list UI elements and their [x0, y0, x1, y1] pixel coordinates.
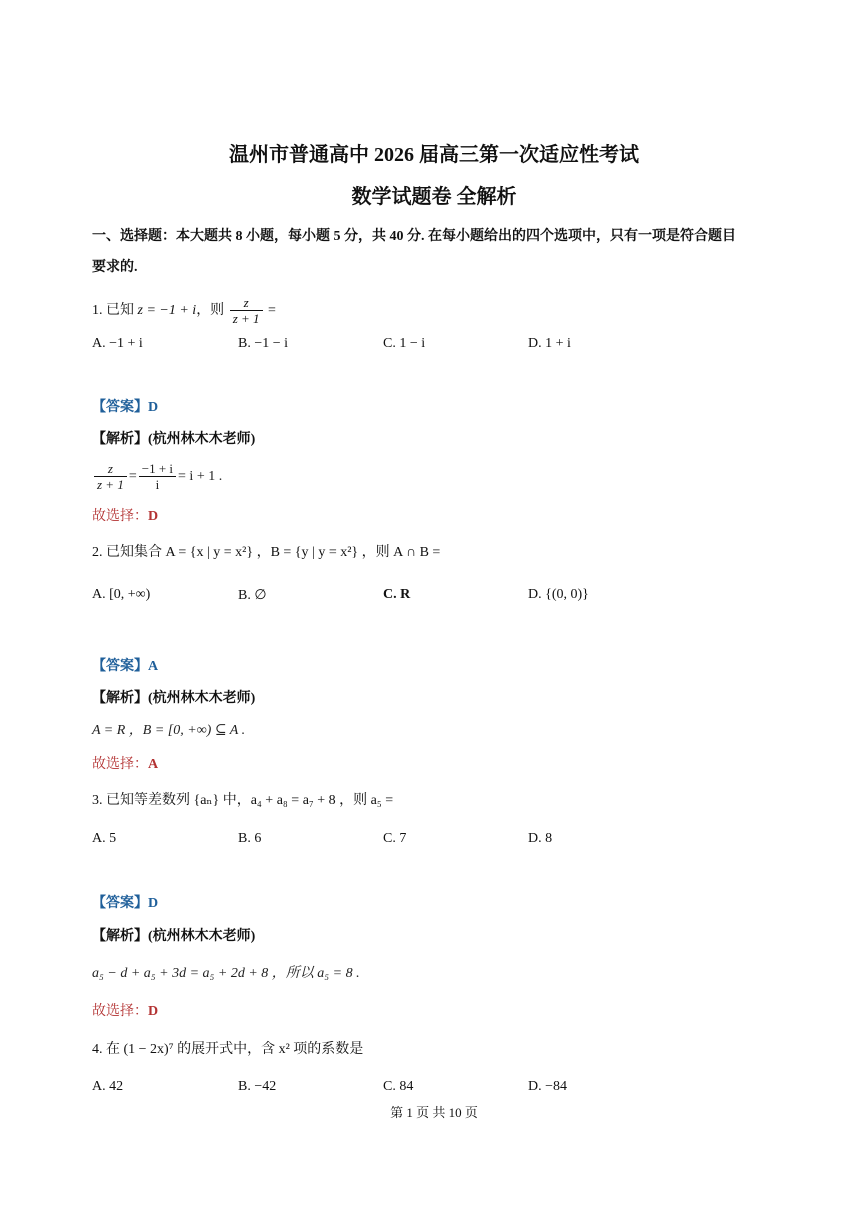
question-4-option-c: C. 84 — [383, 1079, 414, 1094]
question-3-analysis-heading — [92, 928, 255, 946]
fraction — [230, 295, 263, 326]
page-footer: 第 1 页 共 10 页 — [390, 1105, 478, 1120]
question-text: 已知集合 A = {x | y = x²} ，B = {y | y = x²} ，则 A ∩ B = — [106, 545, 441, 560]
solution-text: a₅ − d + a₅ + 3d = a₅ + 2d + 8 ，所以 a₅ = 8 . — [92, 966, 360, 981]
equals-sign: = — [268, 303, 276, 318]
fraction-denominator: z + 1 — [97, 477, 124, 493]
answer-label: 【答案】 — [92, 400, 148, 415]
question-3-stem — [92, 792, 393, 810]
question-1-option-a: A. −1 + i — [92, 336, 143, 351]
analysis-label: 【解析】 — [92, 432, 148, 447]
fraction-denominator: i — [155, 477, 160, 493]
fraction-numerator: z — [243, 295, 249, 311]
question-text: ，则 — [196, 303, 225, 318]
question-text: 在 (1 − 2x)⁷ 的展开式中，含 x² 项的系数是 — [106, 1042, 364, 1057]
question-number: 2. — [92, 545, 103, 560]
question-1-final-choice — [92, 508, 158, 526]
answer-value: A — [148, 659, 159, 674]
question-1-option-d: D. 1 + i — [528, 336, 571, 351]
choose-label: 故选择： — [92, 1004, 148, 1019]
question-3-option-d: D. 8 — [528, 831, 553, 846]
question-2-option-d: D. {(0, 0)} — [528, 587, 589, 602]
question-2-answer — [92, 658, 158, 676]
teacher-name: (杭州林木木老师) — [148, 929, 256, 944]
question-2-option-b: B. ∅ — [238, 588, 267, 603]
section-intro-line-2: 要求的. — [92, 260, 138, 275]
question-number: 4. — [92, 1042, 103, 1057]
question-2-analysis-heading — [92, 690, 255, 708]
choose-value: D — [148, 509, 159, 524]
choose-label: 故选择： — [92, 757, 148, 772]
choose-value: D — [148, 1004, 159, 1019]
question-2-option-a: A. [0, +∞) — [92, 587, 151, 602]
section-intro-line-1: 一、选择题：本大题共 8 小题，每小题 5 分，共 40 分. 在每小题给出的四个选项中，只有一项是符合题目 — [92, 229, 736, 244]
fraction — [139, 461, 176, 492]
question-2-final-choice — [92, 756, 158, 774]
question-text: 已知等差数列 {aₙ} 中，a₄ + a₈ = a₇ + 8 ，则 a₅ = — [106, 793, 394, 808]
page-subtitle: 数学试题卷 全解析 — [351, 186, 517, 208]
equals-sign: = — [128, 469, 137, 484]
fraction — [94, 461, 127, 492]
question-1-analysis-heading — [92, 431, 255, 449]
question-number: 1. — [92, 303, 103, 318]
solution-text: A = R ，B = [0, +∞) ⊆ A . — [92, 723, 246, 738]
question-2-option-c: C. R — [383, 587, 411, 602]
question-1-stem — [92, 294, 276, 328]
answer-label: 【答案】 — [92, 896, 148, 911]
question-1-answer — [92, 399, 158, 417]
question-4-stem — [92, 1041, 363, 1059]
answer-label: 【答案】 — [92, 659, 148, 674]
question-3-final-choice — [92, 1003, 158, 1021]
solution-text: = i + 1 . — [178, 469, 223, 484]
question-3-solution — [92, 965, 360, 983]
question-3-answer — [92, 895, 158, 913]
given-expression: z = −1 + i — [137, 303, 197, 318]
question-3-option-c: C. 7 — [383, 831, 407, 846]
fraction-numerator: z — [107, 461, 113, 477]
analysis-label: 【解析】 — [92, 691, 148, 706]
question-1-option-b: B. −1 − i — [238, 336, 289, 351]
page-title: 温州市普通高中 2026 届高三第一次适应性考试 — [229, 144, 639, 166]
fraction-numerator: −1 + i — [139, 461, 176, 477]
question-2-stem — [92, 544, 440, 562]
question-2-solution — [92, 722, 245, 740]
question-4-option-b: B. −42 — [238, 1079, 277, 1094]
question-4-option-a: A. 42 — [92, 1079, 124, 1094]
choose-value: A — [148, 757, 159, 772]
question-3-option-a: A. 5 — [92, 831, 117, 846]
teacher-name: (杭州林木木老师) — [148, 691, 256, 706]
teacher-name: (杭州林木木老师) — [148, 432, 256, 447]
question-1-solution — [92, 458, 222, 496]
question-1-option-c: C. 1 − i — [383, 336, 426, 351]
question-4-option-d: D. −84 — [528, 1079, 568, 1094]
answer-value: D — [148, 896, 159, 911]
analysis-label: 【解析】 — [92, 929, 148, 944]
question-3-option-b: B. 6 — [238, 831, 262, 846]
fraction-denominator: z + 1 — [232, 311, 260, 327]
answer-value: D — [148, 400, 159, 415]
question-text: 已知 — [106, 303, 134, 318]
question-number: 3. — [92, 793, 103, 808]
choose-label: 故选择： — [92, 509, 148, 524]
